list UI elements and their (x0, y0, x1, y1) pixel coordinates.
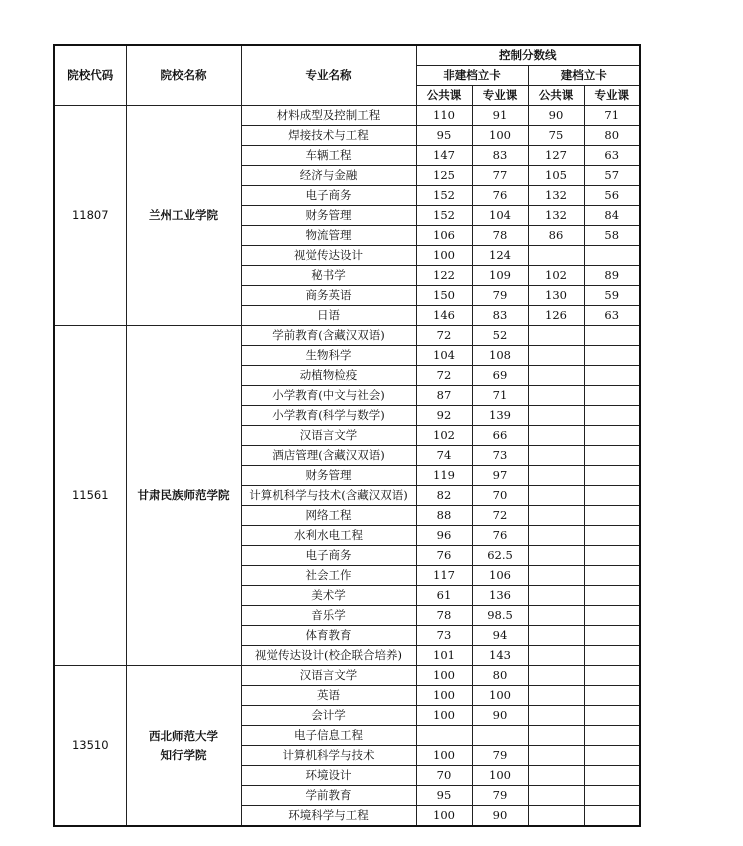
public-score-cell: 110 (416, 106, 472, 126)
professional-score-cell: 100 (472, 766, 528, 786)
registered-professional-score-cell: 80 (584, 126, 640, 146)
professional-score-cell: 100 (472, 686, 528, 706)
registered-professional-score-cell: 57 (584, 166, 640, 186)
major-name-cell: 汉语言文学 (241, 666, 416, 686)
registered-professional-score-cell (584, 806, 640, 827)
registered-public-score-cell: 105 (528, 166, 584, 186)
public-score-cell (416, 726, 472, 746)
professional-score-cell: 98.5 (472, 606, 528, 626)
public-score-cell: 100 (416, 746, 472, 766)
header-school-name: 院校名称 (126, 45, 241, 106)
table-row (54, 106, 640, 126)
registered-public-score-cell (528, 386, 584, 406)
registered-public-score-cell (528, 566, 584, 586)
major-name-cell: 环境科学与工程 (241, 806, 416, 827)
public-score-cell: 82 (416, 486, 472, 506)
public-score-cell: 102 (416, 426, 472, 446)
public-score-cell: 117 (416, 566, 472, 586)
registered-public-score-cell: 86 (528, 226, 584, 246)
major-name-cell: 计算机科学与技术(含藏汉双语) (241, 486, 416, 506)
major-name-cell: 学前教育 (241, 786, 416, 806)
registered-public-score-cell (528, 506, 584, 526)
registered-professional-score-cell (584, 646, 640, 666)
registered-public-score-cell (528, 746, 584, 766)
professional-score-cell: 62.5 (472, 546, 528, 566)
public-score-cell: 72 (416, 326, 472, 346)
major-name-cell: 英语 (241, 686, 416, 706)
header-control-score: 控制分数线 (416, 45, 640, 66)
registered-professional-score-cell (584, 246, 640, 266)
registered-professional-score-cell (584, 386, 640, 406)
professional-score-cell: 52 (472, 326, 528, 346)
registered-professional-score-cell: 63 (584, 306, 640, 326)
public-score-cell: 61 (416, 586, 472, 606)
public-score-cell: 106 (416, 226, 472, 246)
public-score-cell: 100 (416, 686, 472, 706)
header-major-name: 专业名称 (241, 45, 416, 106)
public-score-cell: 88 (416, 506, 472, 526)
major-name-cell: 社会工作 (241, 566, 416, 586)
registered-professional-score-cell (584, 406, 640, 426)
registered-professional-score-cell (584, 606, 640, 626)
registered-public-score-cell: 127 (528, 146, 584, 166)
registered-public-score-cell (528, 366, 584, 386)
registered-public-score-cell (528, 606, 584, 626)
major-name-cell: 视觉传达设计 (241, 246, 416, 266)
registered-public-score-cell (528, 786, 584, 806)
major-name-cell: 汉语言文学 (241, 426, 416, 446)
professional-score-cell: 106 (472, 566, 528, 586)
major-name-cell: 车辆工程 (241, 146, 416, 166)
professional-score-cell: 77 (472, 166, 528, 186)
professional-score-cell: 124 (472, 246, 528, 266)
professional-score-cell: 79 (472, 746, 528, 766)
professional-score-cell: 91 (472, 106, 528, 126)
registered-professional-score-cell (584, 366, 640, 386)
professional-score-cell: 76 (472, 526, 528, 546)
public-score-cell: 95 (416, 786, 472, 806)
header-public-course-2: 公共课 (528, 86, 584, 106)
public-score-cell: 146 (416, 306, 472, 326)
professional-score-cell: 78 (472, 226, 528, 246)
registered-public-score-cell (528, 546, 584, 566)
registered-professional-score-cell (584, 326, 640, 346)
major-name-cell: 商务英语 (241, 286, 416, 306)
registered-professional-score-cell: 58 (584, 226, 640, 246)
registered-public-score-cell: 75 (528, 126, 584, 146)
major-name-cell: 会计学 (241, 706, 416, 726)
major-name-cell: 电子商务 (241, 546, 416, 566)
professional-score-cell: 100 (472, 126, 528, 146)
public-score-cell: 150 (416, 286, 472, 306)
professional-score-cell: 97 (472, 466, 528, 486)
registered-public-score-cell: 126 (528, 306, 584, 326)
major-name-cell: 秘书学 (241, 266, 416, 286)
professional-score-cell: 69 (472, 366, 528, 386)
registered-professional-score-cell: 56 (584, 186, 640, 206)
registered-public-score-cell (528, 246, 584, 266)
public-score-cell: 125 (416, 166, 472, 186)
registered-professional-score-cell (584, 706, 640, 726)
registered-professional-score-cell (584, 766, 640, 786)
score-table (53, 44, 641, 827)
public-score-cell: 147 (416, 146, 472, 166)
professional-score-cell: 109 (472, 266, 528, 286)
registered-public-score-cell (528, 586, 584, 606)
header-non-registered: 非建档立卡 (416, 66, 528, 86)
registered-professional-score-cell (584, 726, 640, 746)
registered-professional-score-cell (584, 526, 640, 546)
public-score-cell: 76 (416, 546, 472, 566)
registered-public-score-cell (528, 766, 584, 786)
major-name-cell: 物流管理 (241, 226, 416, 246)
registered-public-score-cell (528, 686, 584, 706)
header-professional-course-2: 专业课 (584, 86, 640, 106)
school-code-cell: 11561 (54, 326, 126, 666)
public-score-cell: 73 (416, 626, 472, 646)
major-name-cell: 电子信息工程 (241, 726, 416, 746)
public-score-cell: 101 (416, 646, 472, 666)
registered-professional-score-cell (584, 566, 640, 586)
professional-score-cell: 72 (472, 506, 528, 526)
registered-public-score-cell (528, 626, 584, 646)
major-name-cell: 水利水电工程 (241, 526, 416, 546)
registered-professional-score-cell (584, 546, 640, 566)
public-score-cell: 72 (416, 366, 472, 386)
registered-professional-score-cell: 63 (584, 146, 640, 166)
professional-score-cell: 104 (472, 206, 528, 226)
major-name-cell: 学前教育(含藏汉双语) (241, 326, 416, 346)
school-code-cell: 13510 (54, 666, 126, 827)
registered-professional-score-cell (584, 746, 640, 766)
header-professional-course-1: 专业课 (472, 86, 528, 106)
table-body (54, 106, 640, 827)
major-name-cell: 财务管理 (241, 206, 416, 226)
school-name-cell: 甘肃民族师范学院 (126, 326, 241, 666)
registered-public-score-cell (528, 426, 584, 446)
registered-professional-score-cell (584, 506, 640, 526)
major-name-cell: 体育教育 (241, 626, 416, 646)
registered-professional-score-cell: 89 (584, 266, 640, 286)
registered-professional-score-cell (584, 586, 640, 606)
registered-public-score-cell (528, 326, 584, 346)
registered-public-score-cell (528, 666, 584, 686)
registered-professional-score-cell (584, 346, 640, 366)
registered-public-score-cell: 132 (528, 206, 584, 226)
major-name-cell: 小学教育(中文与社会) (241, 386, 416, 406)
public-score-cell: 152 (416, 186, 472, 206)
professional-score-cell: 90 (472, 806, 528, 827)
registered-professional-score-cell: 84 (584, 206, 640, 226)
professional-score-cell: 136 (472, 586, 528, 606)
school-name-cell: 西北师范大学 知行学院 (126, 666, 241, 827)
registered-public-score-cell (528, 486, 584, 506)
major-name-cell: 网络工程 (241, 506, 416, 526)
registered-public-score-cell: 102 (528, 266, 584, 286)
public-score-cell: 96 (416, 526, 472, 546)
major-name-cell: 经济与金融 (241, 166, 416, 186)
registered-public-score-cell (528, 406, 584, 426)
major-name-cell: 日语 (241, 306, 416, 326)
score-table-container (53, 44, 641, 827)
public-score-cell: 92 (416, 406, 472, 426)
registered-professional-score-cell (584, 786, 640, 806)
major-name-cell: 生物科学 (241, 346, 416, 366)
professional-score-cell: 79 (472, 286, 528, 306)
header-school-code: 院校代码 (54, 45, 126, 106)
major-name-cell: 视觉传达设计(校企联合培养) (241, 646, 416, 666)
registered-public-score-cell (528, 526, 584, 546)
major-name-cell: 小学教育(科学与数学) (241, 406, 416, 426)
registered-public-score-cell (528, 806, 584, 827)
major-name-cell: 焊接技术与工程 (241, 126, 416, 146)
registered-professional-score-cell (584, 426, 640, 446)
registered-professional-score-cell: 59 (584, 286, 640, 306)
professional-score-cell: 83 (472, 146, 528, 166)
public-score-cell: 70 (416, 766, 472, 786)
header-registered: 建档立卡 (528, 66, 640, 86)
registered-professional-score-cell: 71 (584, 106, 640, 126)
registered-professional-score-cell (584, 666, 640, 686)
registered-professional-score-cell (584, 466, 640, 486)
school-code-cell: 11807 (54, 106, 126, 326)
public-score-cell: 119 (416, 466, 472, 486)
professional-score-cell: 70 (472, 486, 528, 506)
registered-professional-score-cell (584, 626, 640, 646)
registered-public-score-cell: 130 (528, 286, 584, 306)
registered-public-score-cell: 132 (528, 186, 584, 206)
public-score-cell: 100 (416, 246, 472, 266)
public-score-cell: 104 (416, 346, 472, 366)
professional-score-cell: 73 (472, 446, 528, 466)
major-name-cell: 动植物检疫 (241, 366, 416, 386)
major-name-cell: 材料成型及控制工程 (241, 106, 416, 126)
major-name-cell: 酒店管理(含藏汉双语) (241, 446, 416, 466)
registered-professional-score-cell (584, 486, 640, 506)
public-score-cell: 74 (416, 446, 472, 466)
registered-professional-score-cell (584, 686, 640, 706)
public-score-cell: 100 (416, 706, 472, 726)
header-public-course-1: 公共课 (416, 86, 472, 106)
major-name-cell: 环境设计 (241, 766, 416, 786)
registered-public-score-cell (528, 726, 584, 746)
professional-score-cell: 80 (472, 666, 528, 686)
public-score-cell: 87 (416, 386, 472, 406)
professional-score-cell: 66 (472, 426, 528, 446)
professional-score-cell (472, 726, 528, 746)
registered-public-score-cell (528, 466, 584, 486)
major-name-cell: 财务管理 (241, 466, 416, 486)
major-name-cell: 美术学 (241, 586, 416, 606)
professional-score-cell: 71 (472, 386, 528, 406)
public-score-cell: 78 (416, 606, 472, 626)
table-row (54, 326, 640, 346)
public-score-cell: 122 (416, 266, 472, 286)
registered-professional-score-cell (584, 446, 640, 466)
professional-score-cell: 94 (472, 626, 528, 646)
registered-public-score-cell (528, 446, 584, 466)
major-name-cell: 电子商务 (241, 186, 416, 206)
public-score-cell: 100 (416, 806, 472, 827)
professional-score-cell: 90 (472, 706, 528, 726)
public-score-cell: 95 (416, 126, 472, 146)
professional-score-cell: 139 (472, 406, 528, 426)
professional-score-cell: 83 (472, 306, 528, 326)
major-name-cell: 音乐学 (241, 606, 416, 626)
professional-score-cell: 79 (472, 786, 528, 806)
table-row (54, 666, 640, 686)
public-score-cell: 152 (416, 206, 472, 226)
registered-public-score-cell (528, 346, 584, 366)
registered-public-score-cell (528, 646, 584, 666)
registered-public-score-cell (528, 706, 584, 726)
major-name-cell: 计算机科学与技术 (241, 746, 416, 766)
school-name-cell: 兰州工业学院 (126, 106, 241, 326)
professional-score-cell: 108 (472, 346, 528, 366)
registered-public-score-cell: 90 (528, 106, 584, 126)
public-score-cell: 100 (416, 666, 472, 686)
professional-score-cell: 76 (472, 186, 528, 206)
professional-score-cell: 143 (472, 646, 528, 666)
